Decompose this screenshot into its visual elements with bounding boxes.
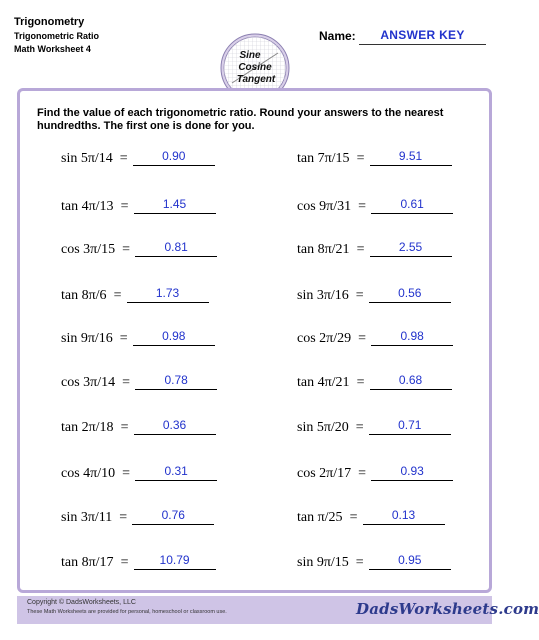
- problem-expression: cos 9π/31: [297, 199, 352, 214]
- equals-sign: =: [356, 242, 365, 257]
- problem-expression: sin 9π/16: [61, 331, 113, 346]
- problem-expression: tan 4π/13: [61, 199, 114, 214]
- problem-expression: sin 9π/15: [297, 555, 349, 570]
- problem-expression: cos 3π/15: [61, 242, 116, 257]
- worksheet-subtitle: Trigonometric Ratio: [14, 31, 100, 41]
- problem-expression: sin 5π/20: [297, 420, 349, 435]
- answer-field[interactable]: 2.55: [370, 241, 452, 257]
- equals-sign: =: [119, 151, 128, 166]
- problem-expression: tan 2π/18: [61, 420, 114, 435]
- answer-field[interactable]: 0.95: [369, 554, 451, 570]
- equals-sign: =: [119, 510, 128, 525]
- problem-expression: cos 3π/14: [61, 375, 116, 390]
- answer-field[interactable]: 0.98: [133, 330, 215, 346]
- answer-field[interactable]: 0.13: [363, 509, 445, 525]
- name-field[interactable]: ANSWER KEY: [359, 29, 486, 45]
- problem-expression: sin 5π/14: [61, 151, 113, 166]
- equals-sign: =: [349, 510, 358, 525]
- equals-sign: =: [120, 420, 129, 435]
- answer-field[interactable]: 0.78: [135, 374, 217, 390]
- equals-sign: =: [120, 555, 129, 570]
- answer-field[interactable]: 1.73: [127, 287, 209, 303]
- problem-expression: tan 8π/6: [61, 288, 107, 303]
- problem-expression: tan π/25: [297, 510, 343, 525]
- equals-sign: =: [358, 331, 367, 346]
- equals-sign: =: [120, 199, 129, 214]
- equals-sign: =: [113, 288, 122, 303]
- answer-field[interactable]: 0.81: [135, 241, 217, 257]
- problem-expression: sin 3π/16: [297, 288, 349, 303]
- problem-expression: tan 4π/21: [297, 375, 350, 390]
- answer-field[interactable]: 0.93: [371, 465, 453, 481]
- name-label: Name:: [319, 29, 356, 43]
- instructions: Find the value of each trigonometric ratio. Round your answers to the nearest hundredths. The first one is done for you.: [37, 107, 444, 132]
- brand-logo: DadsWorksheets.com: [356, 600, 539, 618]
- worksheet-header: [14, 14, 99, 56]
- usage-note: These Math Worksheets are provided for personal, homeschool or classroom use.: [27, 609, 227, 615]
- logo-line-sine: Sine: [239, 50, 261, 61]
- answer-field[interactable]: 9.51: [370, 150, 452, 166]
- equals-sign: =: [356, 151, 365, 166]
- footer: [17, 596, 539, 624]
- problem-expression: tan 8π/17: [61, 555, 114, 570]
- copyright-text: Copyright © DadsWorksheets, LLC: [27, 599, 136, 606]
- problem-expression: cos 2π/29: [297, 331, 352, 346]
- answer-field[interactable]: 0.71: [369, 419, 451, 435]
- answer-field[interactable]: 0.98: [371, 330, 453, 346]
- problem-expression: tan 8π/21: [297, 242, 350, 257]
- answer-field[interactable]: 0.76: [132, 509, 214, 525]
- answer-field[interactable]: 0.90: [133, 150, 215, 166]
- worksheet-title: Trigonometry: [14, 16, 85, 28]
- equals-sign: =: [358, 466, 367, 481]
- equals-sign: =: [358, 199, 367, 214]
- logo-line-tangent: Tangent: [236, 74, 276, 85]
- equals-sign: =: [355, 288, 364, 303]
- logo-line-cosine: Cosine: [238, 62, 272, 73]
- answer-field[interactable]: 0.31: [135, 465, 217, 481]
- problem-expression: cos 4π/10: [61, 466, 116, 481]
- equals-sign: =: [119, 331, 128, 346]
- equals-sign: =: [355, 420, 364, 435]
- answer-field[interactable]: 0.61: [371, 198, 453, 214]
- equals-sign: =: [122, 466, 131, 481]
- problem-expression: sin 3π/11: [61, 510, 113, 525]
- problem-expression: cos 2π/17: [297, 466, 352, 481]
- answer-field[interactable]: 0.36: [134, 419, 216, 435]
- equals-sign: =: [356, 375, 365, 390]
- problem-expression: tan 7π/15: [297, 151, 350, 166]
- equals-sign: =: [355, 555, 364, 570]
- answer-field[interactable]: 10.79: [134, 554, 216, 570]
- worksheet-number: Math Worksheet 4: [14, 44, 91, 54]
- equals-sign: =: [122, 375, 131, 390]
- answer-field[interactable]: 0.68: [370, 374, 452, 390]
- answer-field[interactable]: 1.45: [134, 198, 216, 214]
- answer-field[interactable]: 0.56: [369, 287, 451, 303]
- equals-sign: =: [122, 242, 131, 257]
